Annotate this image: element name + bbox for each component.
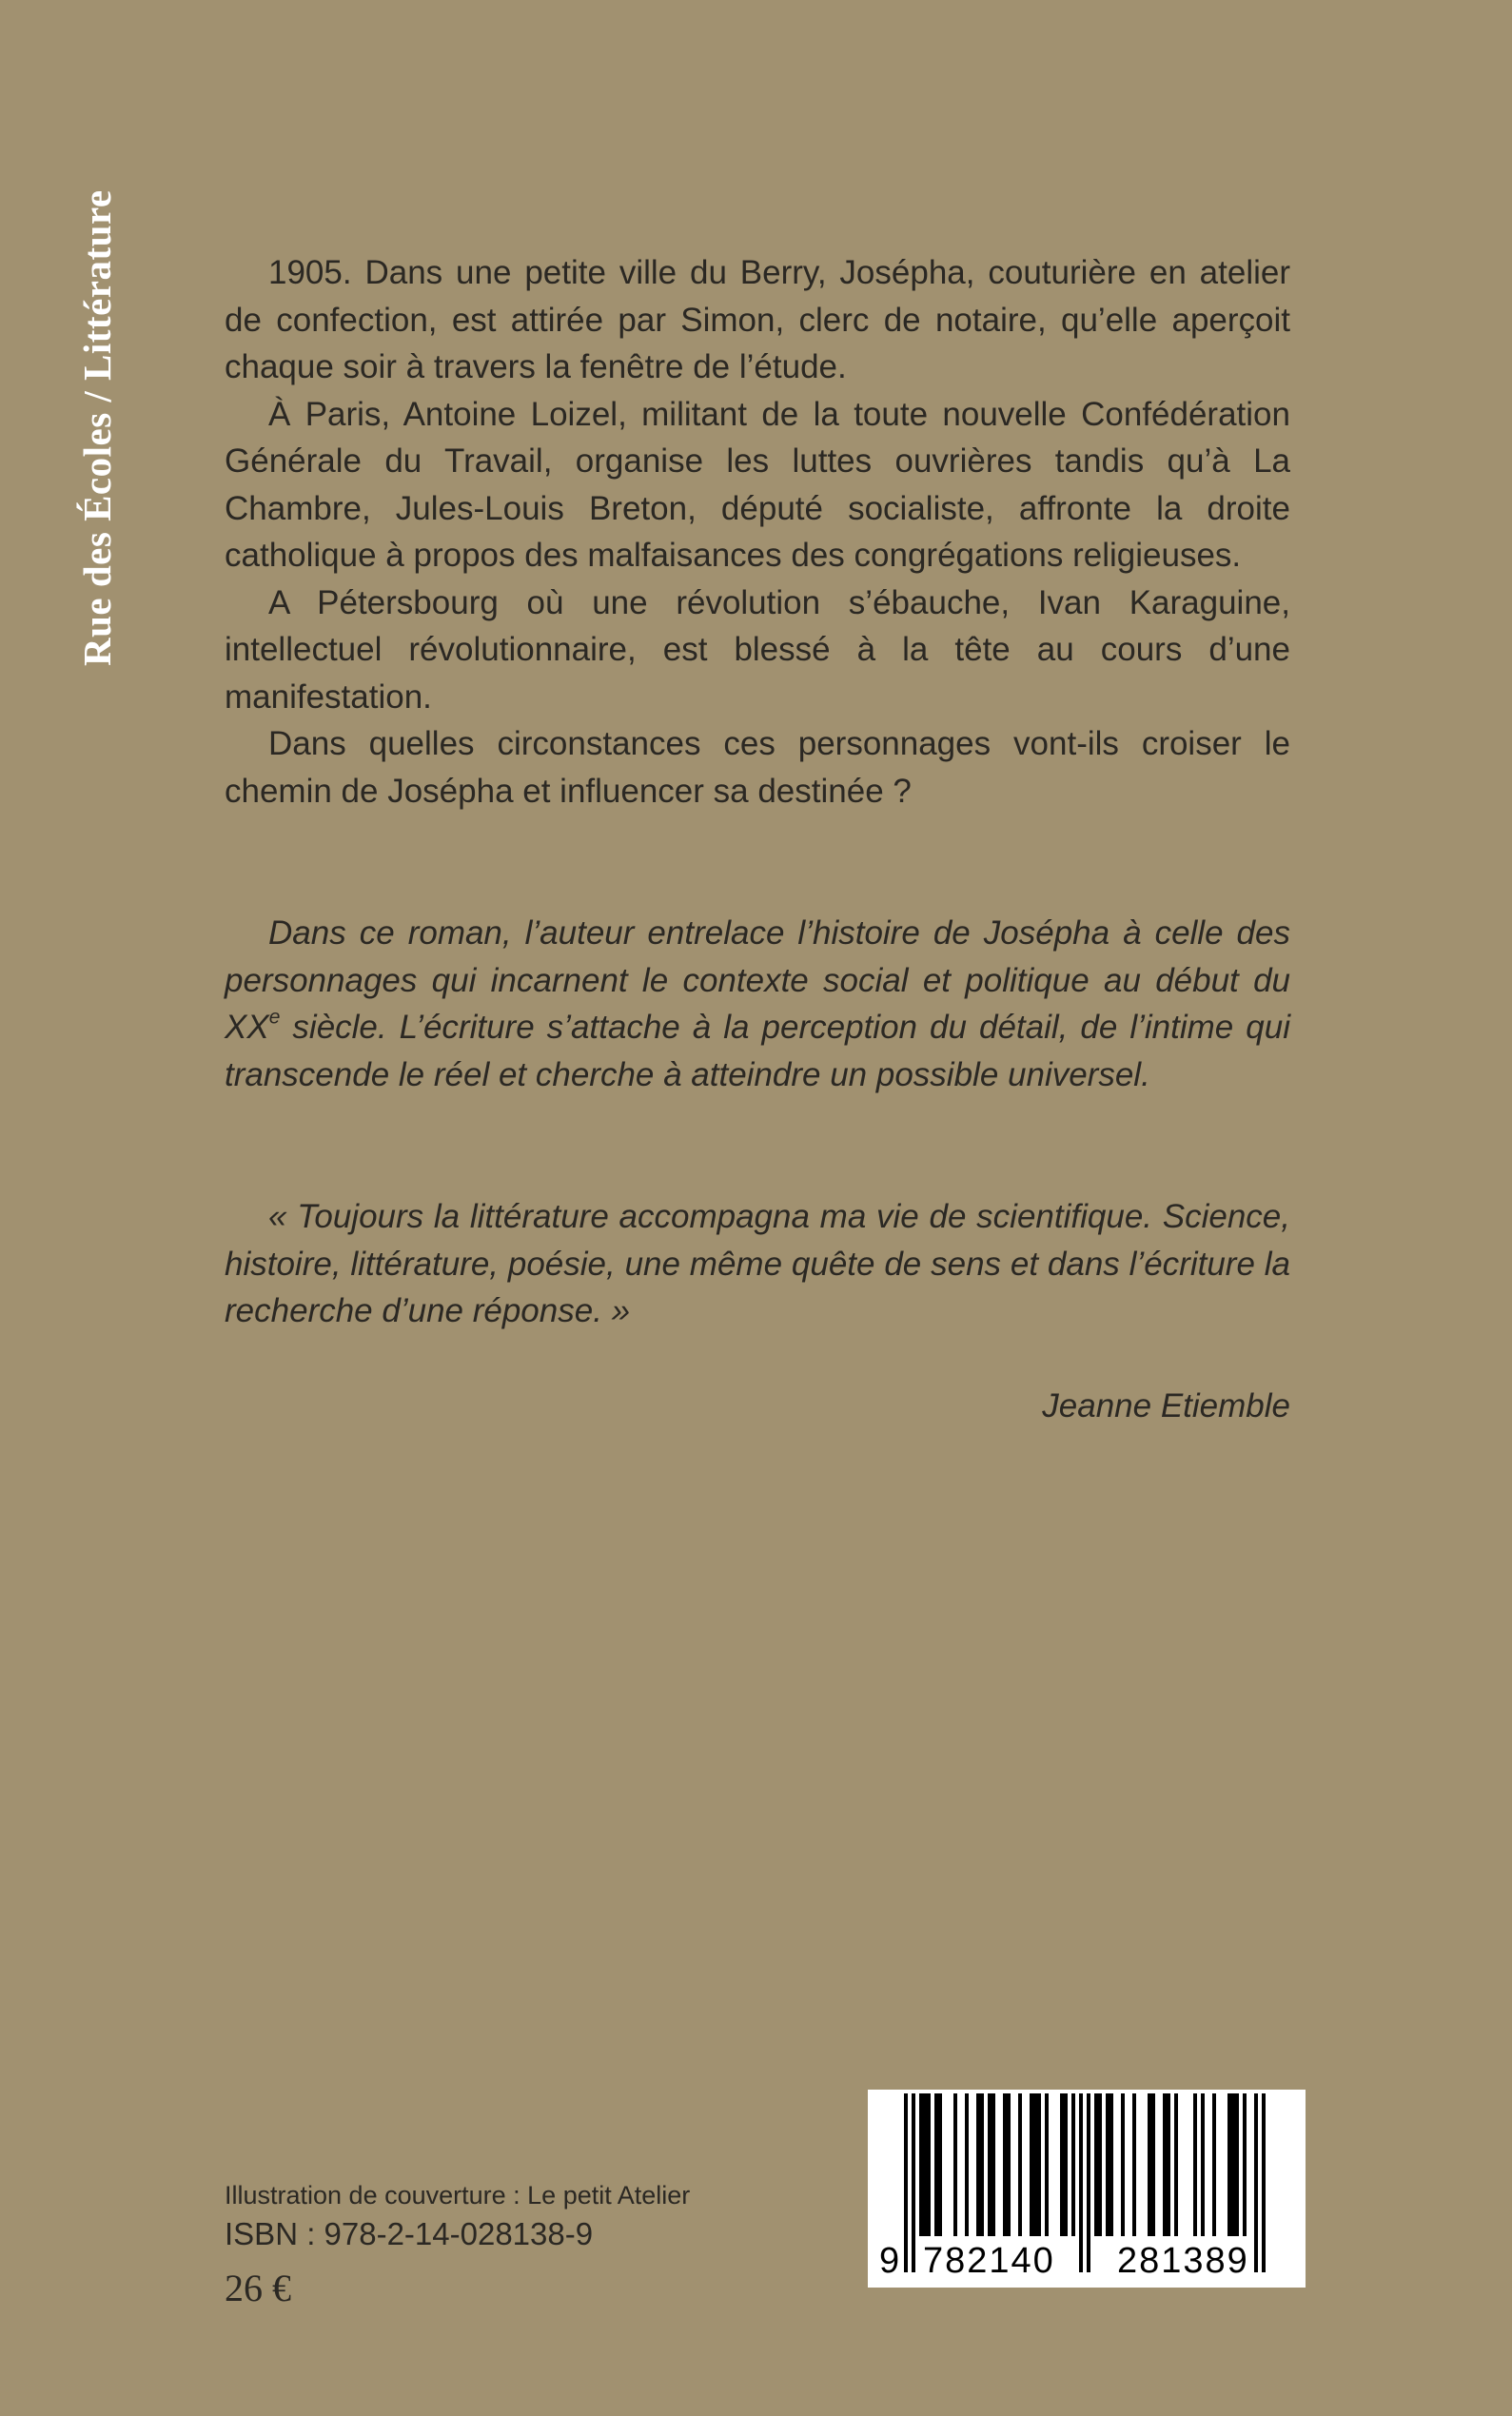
quote-author: Jeanne Etiemble xyxy=(1042,1386,1290,1424)
barcode-bar xyxy=(923,2093,927,2236)
barcode-bar xyxy=(919,2093,923,2236)
barcode-bar xyxy=(988,2093,992,2236)
century-superscript: e xyxy=(268,1006,281,1029)
barcode-bar xyxy=(1231,2093,1235,2236)
summary xyxy=(225,910,1290,1098)
barcode-bar xyxy=(1163,2093,1167,2236)
barcode-bar xyxy=(1037,2093,1041,2236)
summary-text-start: Dans ce roman, l’auteur entrelace l’histoire de Josépha à celle des personnages qui incarnent le contexte social et politique au début du XX xyxy=(225,914,1290,1046)
synopsis xyxy=(225,249,1290,815)
series-spine-label: Rue des Écoles / Littérature xyxy=(75,189,119,666)
barcode-bar xyxy=(1060,2093,1064,2236)
barcode-bar xyxy=(1167,2093,1170,2236)
barcode-left-group: 782140 xyxy=(923,2241,1055,2281)
price: 26 € xyxy=(225,2267,291,2309)
barcode-bar xyxy=(1007,2093,1011,2236)
summary-paragraph xyxy=(225,910,1290,1098)
author-quote xyxy=(225,1193,1290,1429)
barcode-bar xyxy=(1212,2093,1216,2236)
barcode-bar xyxy=(1045,2093,1049,2236)
barcode-number xyxy=(868,2240,1306,2282)
barcode-bar xyxy=(1121,2093,1125,2236)
barcode-bar xyxy=(980,2093,984,2236)
barcode-first-digit: 9 xyxy=(879,2241,900,2281)
barcode-bar xyxy=(1243,2093,1247,2236)
barcode xyxy=(868,2090,1306,2288)
back-cover-text xyxy=(225,249,1290,1429)
synopsis-paragraph-3: A Pétersbourg où une révolution s’ébauche, Ivan Karaguine, intellectuel révolutionnaire, est blessé à la tête au cours d’une manifestation. xyxy=(225,583,1290,716)
barcode-bar xyxy=(1030,2093,1033,2236)
barcode-bar xyxy=(1098,2093,1102,2236)
barcode-bar xyxy=(1235,2093,1239,2236)
barcode-right-group: 281389 xyxy=(1117,2241,1249,2281)
barcode-bar xyxy=(953,2093,957,2236)
barcode-bar xyxy=(1151,2093,1155,2236)
barcode-bar xyxy=(1148,2093,1151,2236)
barcode-bar xyxy=(965,2093,969,2236)
barcode-bar xyxy=(938,2093,942,2236)
barcode-bar xyxy=(1174,2093,1178,2236)
barcode-bar xyxy=(1132,2093,1136,2236)
barcode-bar xyxy=(992,2093,995,2236)
barcode-bar xyxy=(1109,2093,1113,2236)
barcode-bar xyxy=(1106,2093,1109,2236)
barcode-bar xyxy=(927,2093,931,2236)
barcode-bar xyxy=(1033,2093,1037,2236)
barcode-bar xyxy=(1094,2093,1098,2236)
barcode-bar xyxy=(1071,2093,1075,2236)
barcode-bar xyxy=(1064,2093,1068,2236)
barcode-bar xyxy=(976,2093,980,2236)
isbn: ISBN : 978-2-14-028138-9 xyxy=(225,2216,594,2251)
summary-text-end: siècle. L’écriture s’attache à la perception du détail, de l’intime qui transcende le réel et cherche à atteindre un possible universel. xyxy=(225,1009,1290,1093)
synopsis-paragraph-4: Dans quelles circonstances ces personnages vont-ils croiser le chemin de Josépha et influencer sa destinée ? xyxy=(225,725,1290,810)
barcode-bar xyxy=(1003,2093,1007,2236)
synopsis-paragraph-1: 1905. Dans une petite ville du Berry, Josépha, couturière en atelier de confection, est attirée par Simon, clerc de notaire, qu’elle aperçoit chaque soir à travers la fenêtre de l’étude. xyxy=(225,254,1290,385)
barcode-bar xyxy=(1018,2093,1022,2236)
quote-text: « Toujours la littérature accompagna ma vie de scientifique. Science, histoire, littérature, poésie, une même quête de sens et dans l’écriture la recherche d’une réponse. » xyxy=(225,1198,1290,1329)
synopsis-paragraph-2: À Paris, Antoine Loizel, militant de la toute nouvelle Confédération Générale du Travail, organise les luttes ouvrières tandis qu’à La Chambre, Jules-Louis Breton, député socialiste, affronte la droite catholique à propos des malfaisances des congrégations religieuses. xyxy=(225,395,1290,574)
barcode-bar xyxy=(1193,2093,1197,2236)
barcode-bar xyxy=(1227,2093,1231,2236)
barcode-bar xyxy=(934,2093,938,2236)
barcode-bar xyxy=(1201,2093,1205,2236)
cover-illustration-credit: Illustration de couverture : Le petit Atelier xyxy=(225,2181,691,2210)
